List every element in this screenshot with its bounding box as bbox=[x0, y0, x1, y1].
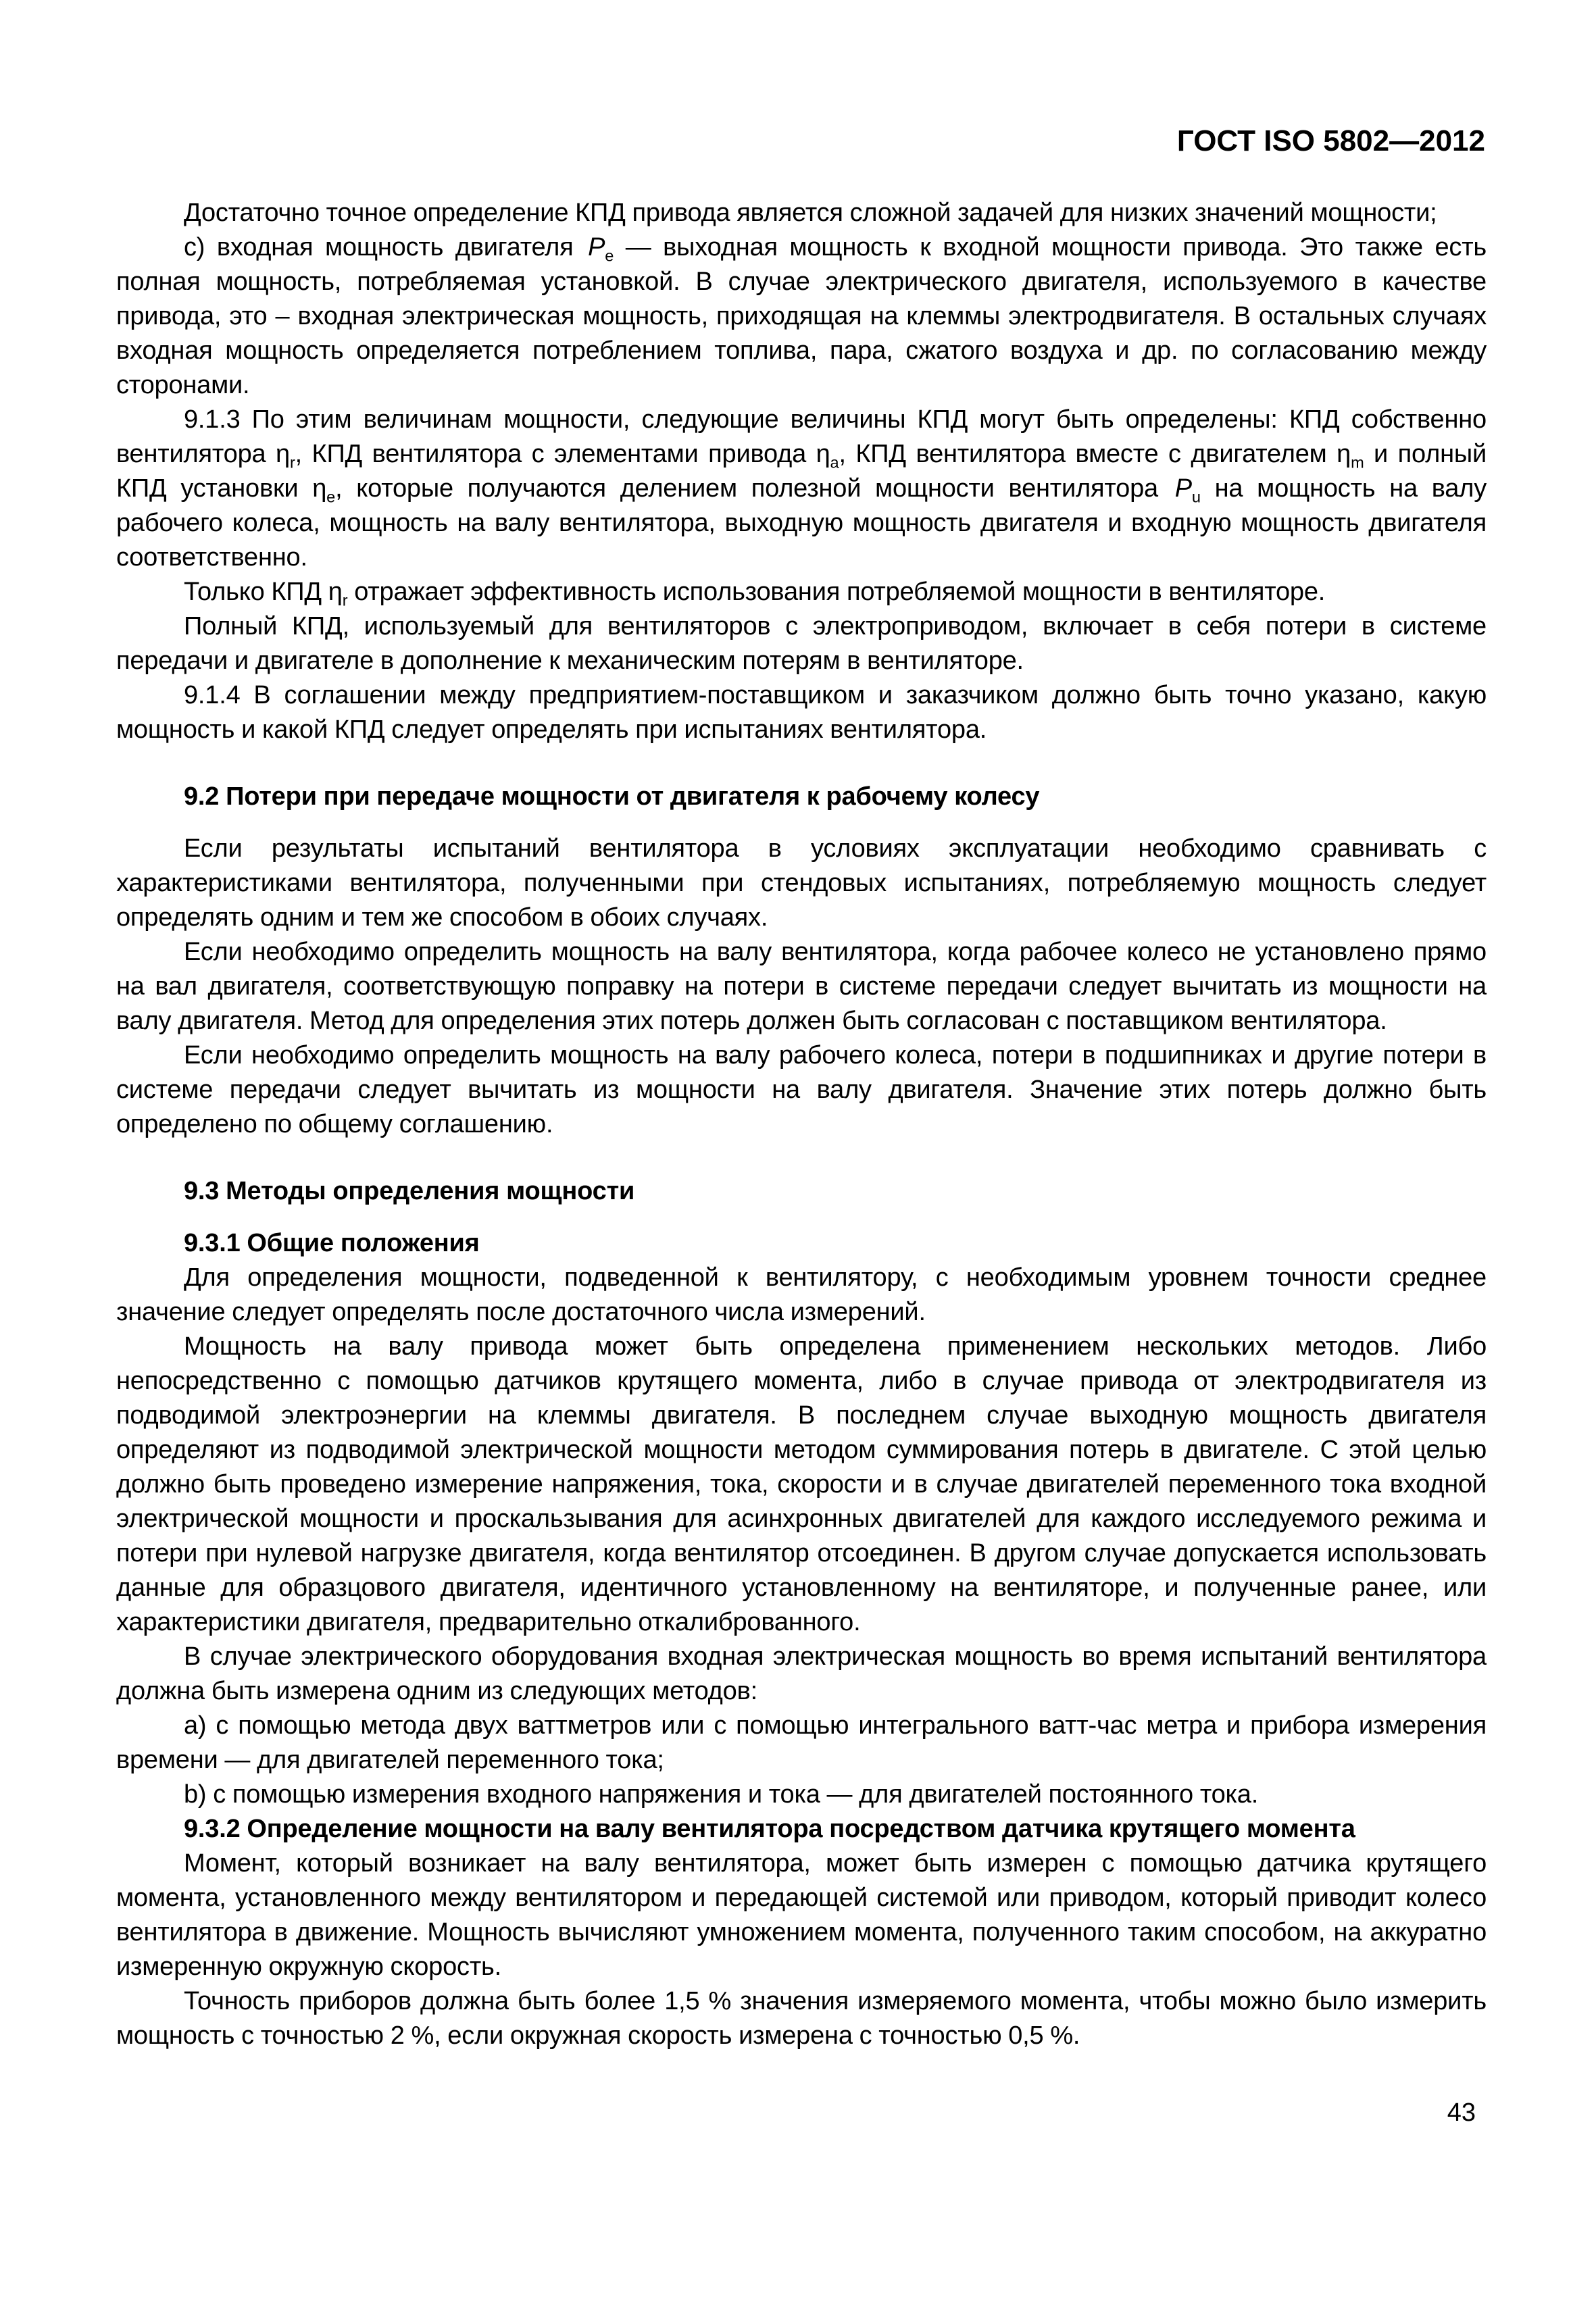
text-run: b) с помощью измерения входного напряжения и тока — для двигателей постоянного тока. bbox=[184, 1780, 1259, 1809]
text-run: 9.3.1 Общие положения bbox=[184, 1229, 480, 1257]
paragraph bbox=[116, 1984, 1487, 2053]
paragraph bbox=[116, 1778, 1487, 1812]
subscript-text: u bbox=[1191, 488, 1201, 506]
text-run: 9.3 Методы определения мощности bbox=[184, 1177, 635, 1205]
paragraph bbox=[116, 678, 1487, 747]
text-run: 9.3.2 Определение мощности на валу вентилятора посредством датчика крутящего момента bbox=[184, 1815, 1355, 1843]
text-run: , которые получаются делением полезной мощности вентилятора bbox=[335, 474, 1172, 503]
text-run: Мощность на валу привода может быть определена применением нескольких методов. Либо непосредственно с помощью датчиков крутящего момента, либо в случае привода от электродвигателя из подводимой электроэнергии на клеммы двигателя. В последнем случае выходную мощность двигателя определяют из подводимой электрической мощности методом суммирования потерь в двигателе. С этой целью должно быть проведено измерение напряжения, тока, скорости и в случае двигателей переменного тока входной электрической мощности и проскальзывания для асинхронных двигателей для каждого исследуемого режима и потери при нулевой нагрузке двигателя, когда вентилятор отсоединен. В другом случае допускается использовать данные для образцового двигателя, идентичного установленному на вентиляторе, и полученные ранее, или характеристики двигателя, предварительно откалиброванного. bbox=[116, 1332, 1487, 1636]
subscript-text: r bbox=[289, 453, 295, 472]
text-run: Точность приборов должна быть более 1,5 % значения измеряемого момента, чтобы можно было измерить мощность с точностью 2 %, если окружная скорость измерена с точностью 0,5 %. bbox=[116, 1987, 1487, 2050]
page-number: 43 bbox=[1447, 2098, 1476, 2127]
text-run: на мощность на валу рабочего колеса, мощность на валу вентилятора, выходную мощность двигателя и входную мощность двигателя соответственно. bbox=[116, 474, 1487, 572]
text-run: Если результаты испытаний вентилятора в условиях эксплуатации необходимо сравнивать с характеристиками вентилятора, полученными при стендовых испытаниях, потребляемую мощность следует определять одним и тем же способом в обоих случаях. bbox=[116, 834, 1487, 932]
text-run: В случае электрического оборудования входная электрическая мощность во время испытаний вентилятора должна быть измерена одним из следующих методов: bbox=[116, 1642, 1487, 1705]
text-run: отражает эффективность использования потребляемой мощности в вентиляторе. bbox=[347, 578, 1326, 606]
text-run: Только КПД η bbox=[184, 578, 343, 606]
text-run: 9.2 Потери при передаче мощности от двигателя к рабочему колесу bbox=[184, 782, 1040, 811]
paragraph bbox=[116, 403, 1487, 575]
paragraph bbox=[116, 935, 1487, 1038]
text-run: Достаточно точное определение КПД привода является сложной задачей для низких значений мощности; bbox=[184, 199, 1437, 227]
subscript-text: m bbox=[1351, 453, 1364, 472]
paragraph bbox=[116, 575, 1487, 609]
section-heading bbox=[116, 780, 1487, 814]
paragraph bbox=[116, 1038, 1487, 1142]
subscript-text: r bbox=[342, 591, 348, 609]
paragraph bbox=[116, 609, 1487, 678]
text-run: и полный КПД установки η bbox=[116, 440, 1487, 503]
paragraph bbox=[116, 832, 1487, 935]
paragraph bbox=[116, 196, 1487, 230]
subscript-text: e bbox=[326, 488, 336, 506]
variable-symbol: P bbox=[588, 233, 605, 261]
section-heading bbox=[116, 1226, 1487, 1261]
document-body bbox=[116, 196, 1487, 2053]
text-run: — выходная мощность к входной мощности привода. Это также есть полная мощность, потребляемая установкой. В случае электрического двигателя, используемого в качестве привода, это – входная электрическая мощность, приходящая на клеммы электродвигателя. В остальных случаях входная мощность определяется потреблением топлива, пара, сжатого воздуха и др. по согласованию между сторонами. bbox=[116, 233, 1487, 399]
paragraph bbox=[116, 1261, 1487, 1330]
text-run: Момент, который возникает на валу вентилятора, может быть измерен с помощью датчика крутящего момента, установленного между вентилятором и передающей системой или приводом, который приводит колесо вентилятора в движение. Мощность вычисляют умножением момента, полученного таким способом, на аккуратно измеренную окружную скорость. bbox=[116, 1849, 1487, 1981]
text-run: , КПД вентилятора вместе с двигателем η bbox=[839, 440, 1351, 468]
page-header-title: ГОСТ ISO 5802—2012 bbox=[1176, 124, 1485, 157]
text-run: Если необходимо определить мощность на валу рабочего колеса, потери в подшипниках и другие потери в системе передачи следует вычитать из мощности на валу двигателя. Значение этих потерь должно быть определено по общему соглашению. bbox=[116, 1041, 1487, 1138]
paragraph bbox=[116, 230, 1487, 403]
subscript-text: a bbox=[830, 453, 839, 472]
text-run: 9.1.3 По этим величинам мощности, следующие величины КПД могут быть определены: КПД собственно вентилятора η bbox=[116, 405, 1487, 468]
text-run: c) входная мощность двигателя bbox=[184, 233, 586, 261]
paragraph bbox=[116, 1709, 1487, 1778]
subscript-text: e bbox=[605, 247, 614, 265]
section-heading bbox=[116, 1812, 1487, 1846]
variable-symbol: P bbox=[1174, 474, 1192, 503]
text-run: , КПД вентилятора с элементами привода η bbox=[295, 440, 830, 468]
paragraph bbox=[116, 1640, 1487, 1709]
text-run: 9.1.4 В соглашении между предприятием-поставщиком и заказчиком должно быть точно указано, какую мощность и какой КПД следует определять при испытаниях вентилятора. bbox=[116, 681, 1487, 744]
paragraph bbox=[116, 1330, 1487, 1640]
section-heading bbox=[116, 1174, 1487, 1209]
text-run: a) с помощью метода двух ваттметров или с помощью интегрального ватт-час метра и прибора измерения времени — для двигателей переменного тока; bbox=[116, 1711, 1487, 1774]
text-run: Если необходимо определить мощность на валу вентилятора, когда рабочее колесо не установлено прямо на вал двигателя, соответствующую поправку на потери в системе передачи следует вычитать из мощности на валу двигателя. Метод для определения этих потерь должен быть согласован с поставщиком вентилятора. bbox=[116, 938, 1487, 1035]
text-run: Полный КПД, используемый для вентиляторов с электроприводом, включает в себя потери в системе передачи и двигателе в дополнение к механическим потерям в вентиляторе. bbox=[116, 612, 1487, 675]
paragraph bbox=[116, 1846, 1487, 1984]
text-run: Для определения мощности, подведенной к вентилятору, с необходимым уровнем точности среднее значение следует определять после достаточного числа измерений. bbox=[116, 1263, 1487, 1326]
